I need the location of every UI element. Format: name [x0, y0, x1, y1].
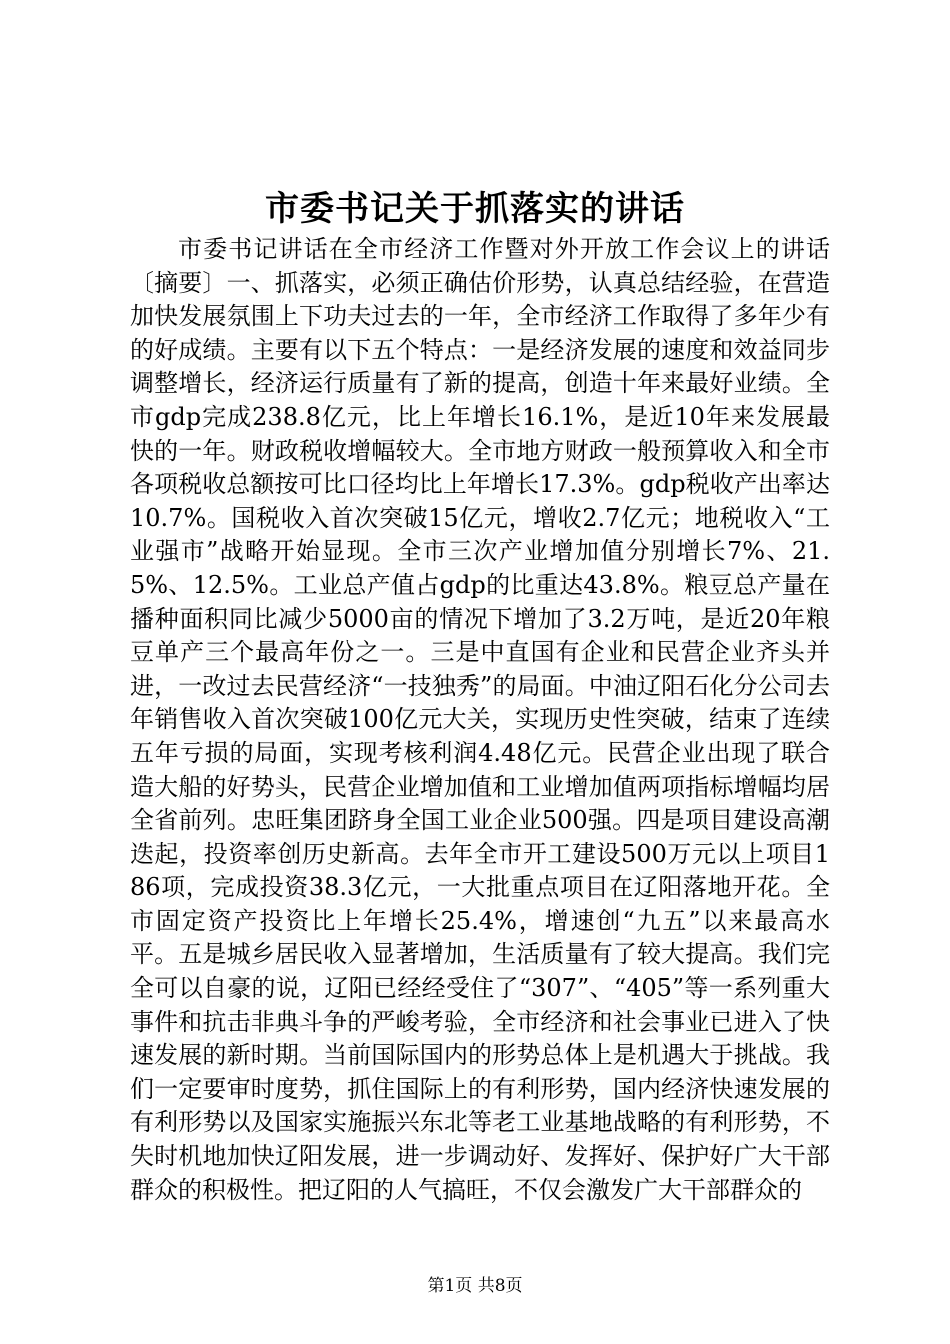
page-footer: 第1页 共8页 — [427, 1276, 523, 1296]
document-title: 市委书记关于抓落实的讲话 — [265, 189, 685, 229]
document-body: 市委书记讲话在全市经济工作暨对外开放工作会议上的讲话〔摘要〕一、抓落实，必须正确估价形势，认真总结经验，在营造加快发展氛围上下功夫过去的一年，全市经济工作取得了多年少有的好成绩。主要有以下五个特点：一是经济发展的速度和效益同步调整增长，经济运行质量有了新的提高，创造十年来最好业绩。全市gdp完成238.8亿元，比上年增长16.1%，是近10年来发展最快的一年。财政税收增幅较大。全市地方财政一般预算收入和全市各项税收总额按可比口径均比上年增长17.3%。gdp税收产出率达10.7%。国税收入首次突破15亿元，增收2.7亿元；地税收入“工业强市”战略开始显现。全市三次产业增加值分别增长7%、21.5%、12.5%。工业总产值占gdp的比重达43.8%。粮豆总产量在播种面积同比减少5000亩的情况下增加了3.2万吨，是近20年粮豆单产三个最高年份之一。三是中直国有企业和民营企业齐头并进，一改过去民营经济“一技独秀”的局面。中油辽阳石化分公司去年销售收入首次突破100亿元大关，实现历史性突破，结束了连续五年亏损的局面，实现考核利润4.48亿元。民营企业出现了联合造大船的好势头，民营企业增加值和工业增加值两项指标增幅均居全省前列。忠旺集团跻身全国工业企业500强。四是项目建设高潮迭起，投资率创历史新高。去年全市开工建设500万元以上项目186项，完成投资38.3亿元，一大批重点项目在辽阳落地开花。全市固定资产投资比上年增长25.4%，增速创“九五”以来最高水平。五是城乡居民收入显著增加，生活质量有了较大提高。我们完全可以自豪的说，辽阳已经经受住了“307”、“405”等一系列重大事件和抗击非典斗争的严峻考验，全市经济和社会事业已进入了快速发展的新时期。当前国际国内的形势总体上是机遇大于挑战。我们一定要审时度势，抓住国际上的有利形势，国内经济快速发展的有利形势以及国家实施振兴东北等老工业基地战略的有利形势，不失时机地加快辽阳发展，进一步调动好、发挥好、保护好广大干部群众的积极性。把辽阳的人气搞旺，不仅会激发广大干部群众的 — [130, 235, 830, 1204]
